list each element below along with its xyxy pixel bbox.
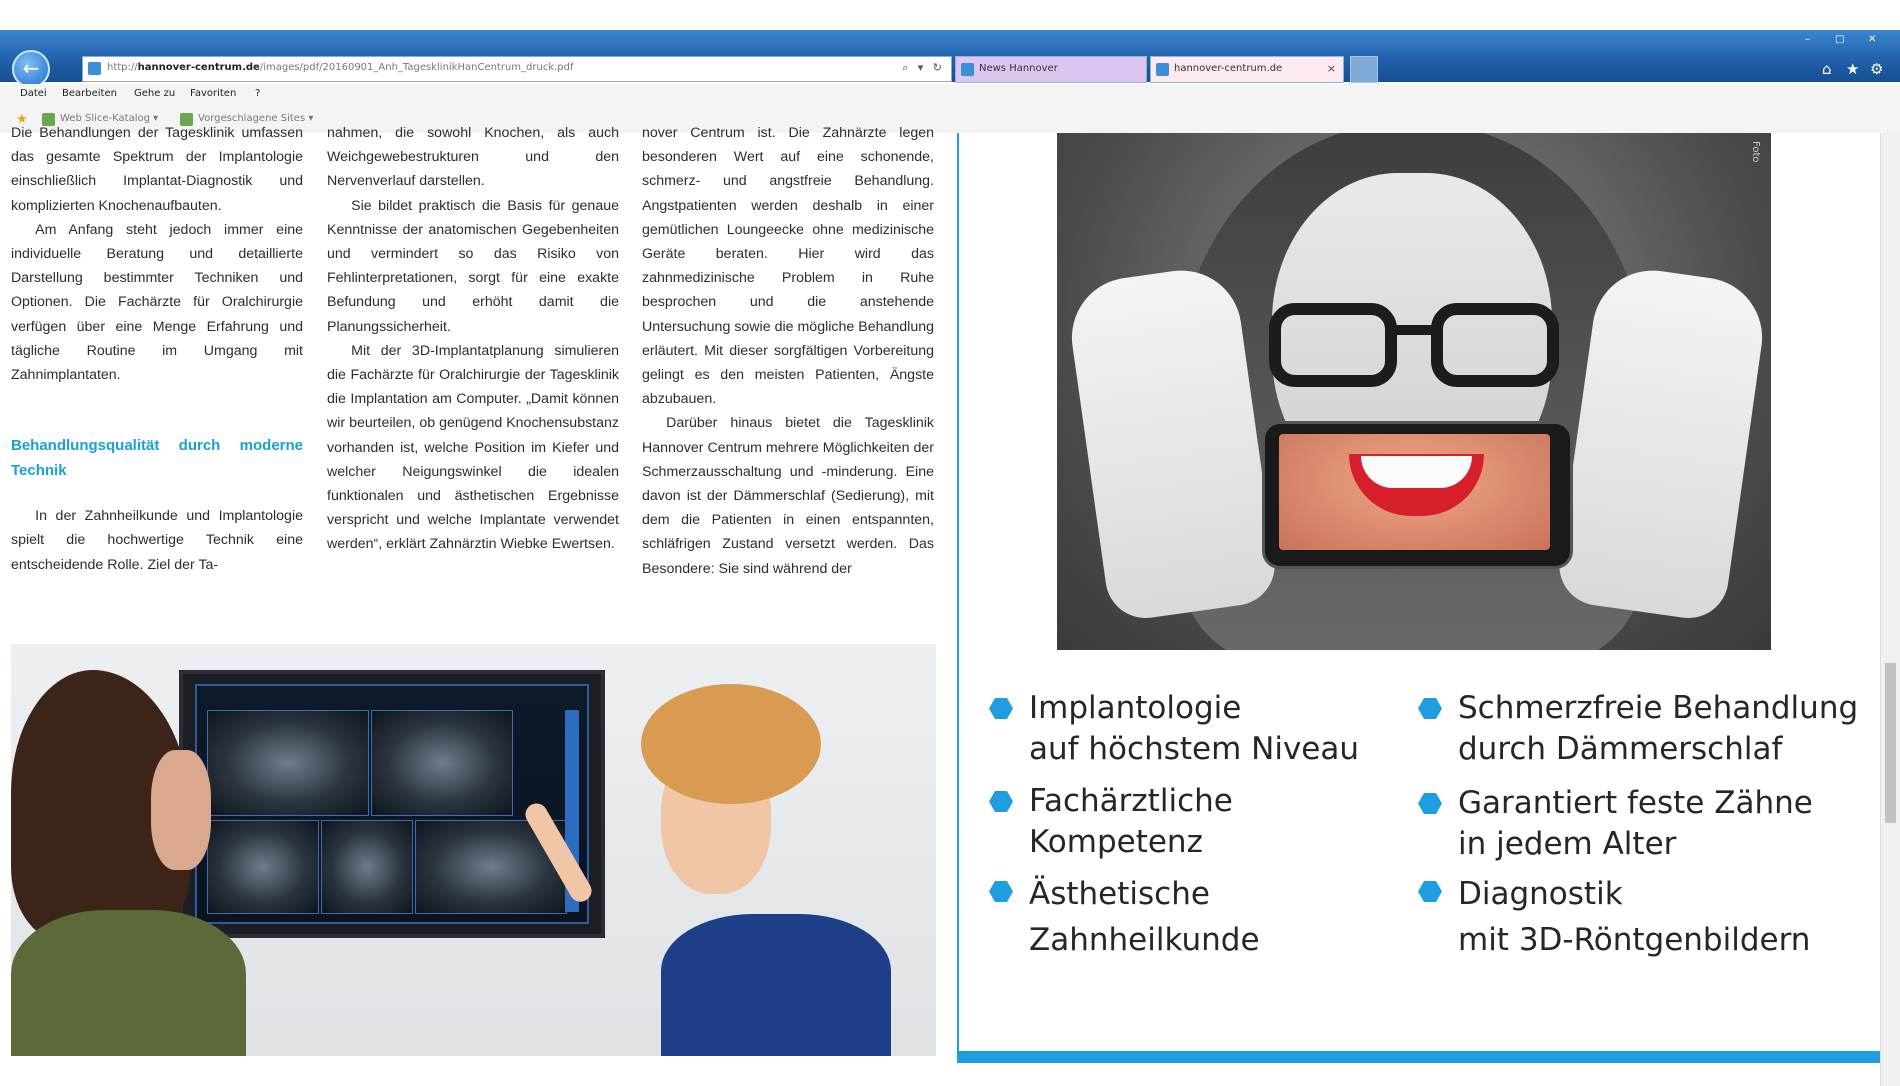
home-icon[interactable]: ⌂	[1822, 60, 1832, 78]
menu-gehe-zu[interactable]: Gehe zu	[134, 88, 176, 99]
fav-web-slice-katalog[interactable]: Web Slice-Katalog ▾	[60, 113, 159, 124]
vertical-scrollbar[interactable]	[1880, 133, 1900, 1086]
menu-datei[interactable]: Datei	[20, 88, 47, 99]
phone-screen-smile	[1279, 434, 1550, 550]
feature-item: Ästhetische Zahnheilkunde	[1029, 871, 1260, 963]
scrollbar-thumb[interactable]	[1885, 663, 1896, 823]
tab-hannover-centrum[interactable]	[1150, 56, 1344, 83]
feature-item: Fachärztliche Kompetenz	[1029, 781, 1233, 863]
article-column-3	[642, 125, 934, 581]
url-text: http://hannover-centrum.de/images/pdf/20160901_Anh_TagesklinikHanCentrum_druck.pdf	[107, 62, 574, 73]
address-bar[interactable]	[82, 56, 952, 82]
feature-item: Garantiert feste Zähne in jedem Alter	[1458, 783, 1813, 865]
menu-bar	[0, 84, 1900, 106]
bullet-icon	[989, 698, 1013, 719]
favorites-star-icon[interactable]: ★	[16, 112, 28, 127]
consultation-photo	[11, 644, 936, 1056]
article-column-2	[327, 125, 619, 557]
article-column-1	[11, 125, 303, 577]
bullet-icon	[1418, 793, 1442, 814]
tab-label: hannover-centrum.de	[1174, 63, 1283, 74]
window-top-strip	[0, 0, 1900, 30]
paragraph: Die Behandlungen der Tagesklinik umfassen das gesamte Spektrum der Implantologie einschließlich Implantat-Diagnostik und komplizierten Knochenaufbauten.	[11, 125, 303, 214]
pdf-viewport	[0, 125, 1900, 1086]
bullet-icon	[1418, 698, 1442, 719]
fav-vorgeschlagene-sites[interactable]: Vorgeschlagene Sites ▾	[198, 113, 314, 124]
minimize-button[interactable]: –	[1805, 34, 1810, 45]
menu-help[interactable]: ?	[255, 88, 261, 99]
patient-figure	[11, 670, 246, 1056]
address-icons[interactable]: ⌕ ▾ ↻	[902, 61, 945, 74]
paragraph: Mit der 3D-Implantatplanung simulieren die Fachärzte für Oralchirurgie der Tagesklinik die Implantation am Computer. „Damit können wir beurteilen, ob genügend Knochensubstanz vorhanden ist, welche Position im Kiefer und welcher Neigungswinkel die idealen funktionalen und ästhetischen Ergebnisse verspricht und welche Implantate verwendet werden“, erklärt Zahnärztin Wiebke Ewertsen.	[327, 342, 619, 553]
menu-favoriten[interactable]: Favoriten	[190, 88, 237, 99]
tab-close-icon[interactable]: ×	[1326, 62, 1336, 75]
xray-slice	[321, 820, 413, 914]
maximize-button[interactable]: □	[1835, 34, 1845, 45]
tab-news-hannover[interactable]	[955, 56, 1147, 83]
smile-photo	[1057, 133, 1771, 650]
smartphone	[1262, 421, 1573, 569]
subheading: Behandlungsqualität durch moderne Technik	[11, 437, 303, 480]
paragraph: nahmen, die sowohl Knochen, als auch Weichgewebestrukturen und den Nervenverlauf darstellen.	[327, 125, 619, 190]
site-favicon-icon	[88, 62, 101, 75]
xray-3d-jaw	[371, 710, 513, 816]
feature-panel	[957, 133, 1883, 1063]
tab-favicon-icon	[1156, 63, 1169, 76]
bullet-icon	[989, 881, 1013, 902]
paragraph: In der Zahnheilkunde und Implantologie spielt die hochwertige Technik eine entscheidende Rolle. Ziel der Ta-	[11, 508, 303, 573]
tab-favicon-icon	[961, 63, 974, 76]
new-tab-button[interactable]	[1350, 56, 1378, 83]
menu-bearbeiten[interactable]: Bearbeiten	[62, 88, 117, 99]
bullet-icon	[989, 791, 1013, 812]
tab-label: News Hannover	[979, 63, 1058, 74]
xray-screen	[195, 684, 589, 924]
glasses	[1269, 303, 1559, 389]
paragraph: Am Anfang steht jedoch immer eine individuelle Beratung und detaillierte Darstellung bestimmter Techniken und Optionen. Die Fachärzte für Oralchirurgie verfügen über eine Menge Erfahrung und tägliche Routine im Umgang mit Zahnimplantaten.	[11, 221, 303, 384]
close-window-button[interactable]: ✕	[1868, 34, 1877, 45]
favorites-star-icon[interactable]: ★	[1846, 60, 1860, 78]
photo-credit: Foto	[1750, 141, 1761, 163]
dentist-figure	[621, 684, 936, 1056]
feature-item: Implantologie auf höchstem Niveau	[1029, 688, 1359, 770]
feature-item: Diagnostik mit 3D-Röntgenbildern	[1458, 871, 1810, 963]
bullet-icon	[1418, 881, 1442, 902]
back-button[interactable]: ←	[12, 50, 50, 88]
feature-item: Schmerzfreie Behandlung durch Dämmerschlaf	[1458, 688, 1858, 770]
paragraph: Darüber hinaus bietet die Tagesklinik Hannover Centrum mehrere Möglichkeiten der Schmerzausschaltung und -minderung. Eine davon ist der Dämmerschlaf (Sedierung), mit dem die Patienten in einen entspannten, schläfrigen Zustand versetzt werden. Das Besondere: Sie sind während der	[642, 415, 934, 577]
paragraph: Sie bildet praktisch die Basis für genaue Kenntnisse der anatomischen Gegebenheiten und vermindert so das Risiko von Fehlinterpretationen, sorgt für eine exakte Befundung und erhöht damit die Planungssicherheit.	[327, 197, 619, 335]
settings-gear-icon[interactable]: ⚙	[1870, 60, 1884, 78]
paragraph: nover Centrum ist. Die Zahnärzte legen besonderen Wert auf eine schonende, schmerz- und angstfreie Behandlung. Angstpatienten werden deshalb in einer gemütlichen Loungeecke ohne medizinische Geräte beraten. Hier wird das zahnmedizinische Problem in Ruhe besprochen und die anstehende Untersuchung sowie die mögliche Behandlung erläutert. Mit dieser sorgfältigen Vorbereitung gelingt es den meisten Patienten, Ängste abzubauen.	[642, 125, 934, 408]
browser-chrome	[0, 0, 1900, 133]
